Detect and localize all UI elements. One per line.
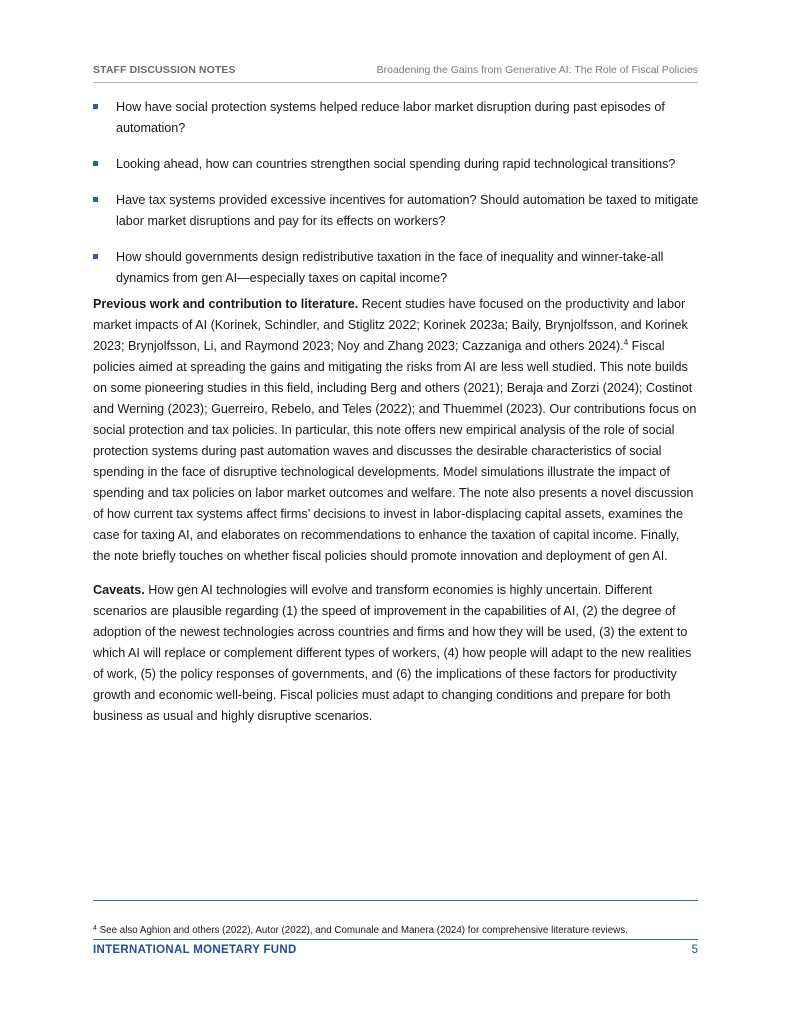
bullet-square-icon: [93, 161, 98, 166]
paragraph-text: How gen AI technologies will evolve and transform economies is highly uncertain. Different scenarios are plausible regarding (1) the speed of improvement in the capabilities of AI, (2) the degree of adoption of the newest technologies across countries and firms and how they will be used, (3) the extent to which AI will replace or complement different types of workers, (4) how people will adapt to the new realities of work, (5) the policy responses of governments, and (6) the implications of these factors for productivity growth and economic well-being. Fiscal policies must adapt to changing conditions and prepare for both business as usual and highly disruptive scenarios.: [93, 583, 692, 723]
bullet-square-icon: [93, 254, 98, 259]
footnote-divider: [93, 900, 698, 901]
footnote-number: 4: [93, 925, 97, 932]
paragraph-text: Fiscal policies aimed at spreading the gains and mitigating the risks from AI are less well studied. This note builds on some pioneering studies in this field, including Berg and others (2021); Beraja and Zorzi (2024); Costinot and Werning (2023); Guerreiro, Rebelo, and Teles (2022); and Thuemmel (2023). Our contributions focus on social protection and tax policies. In particular, this note offers new empirical analysis of the role of social protection systems during past automation waves and discusses the desirable characteristics of social spending in the face of disruptive technological developments. Model simulations illustrate the impact of spending and tax policies on labor market outcomes and welfare. The note also presents a novel discussion of how current tax systems affect firms’ decisions to invest in labor-displacing capital assets, examines the case for taxing AI, and elaborates on recommendations to enhance the taxation of capital income. Finally, the note briefly touches on whether fiscal policies should promote innovation and deployment of gen AI.: [93, 339, 697, 563]
literature-paragraph: [93, 294, 699, 567]
list-item-text: How should governments design redistributive taxation in the face of inequality and winner-take-all dynamics from gen AI—especially taxes on capital income?: [116, 250, 664, 285]
footer-organization: INTERNATIONAL MONETARY FUND: [93, 944, 297, 956]
list-item-text: How have social protection systems helped reduce labor market disruption during past episodes of automation?: [116, 100, 665, 135]
question-list: [93, 97, 699, 304]
list-item: [93, 154, 699, 175]
bullet-square-icon: [93, 197, 98, 202]
list-item-text: Have tax systems provided excessive incentives for automation? Should automation be taxed to mitigate labor market disruptions and pay for its effects on workers?: [116, 193, 699, 228]
footnote-text: See also Aghion and others (2022), Autor (2022), and Comunale and Manera (2024) for comprehensive literature reviews.: [96, 925, 628, 936]
series-title: STAFF DISCUSSION NOTES: [93, 64, 236, 76]
list-item: [93, 190, 699, 232]
list-item-text: Looking ahead, how can countries strengthen social spending during rapid technological transitions?: [116, 157, 676, 171]
list-item: [93, 97, 699, 139]
list-item: [93, 247, 699, 289]
caveats-paragraph: [93, 580, 699, 727]
document-title: Broadening the Gains from Generative AI: The Role of Fiscal Policies: [376, 64, 698, 76]
footer-divider: [93, 939, 698, 940]
page-header: [93, 64, 698, 78]
footnote: [93, 925, 713, 937]
footnote-reference[interactable]: 4: [623, 338, 629, 347]
bullet-square-icon: [93, 104, 98, 109]
page-number: 5: [691, 944, 698, 956]
paragraph-heading: Caveats.: [93, 583, 145, 597]
paragraph-text: Recent studies have focused on the productivity and labor market impacts of AI (Korinek, Schindler, and Stiglitz 2022; Korinek 2023a; Baily, Brynjolfsson, and Korinek 2023; Brynjolfsson, Li, and Raymond 2023; Noy and Zhang 2023; Cazzaniga and others 2024).: [93, 297, 688, 353]
header-divider: [93, 82, 698, 83]
paragraph-heading: Previous work and contribution to literature.: [93, 297, 359, 311]
